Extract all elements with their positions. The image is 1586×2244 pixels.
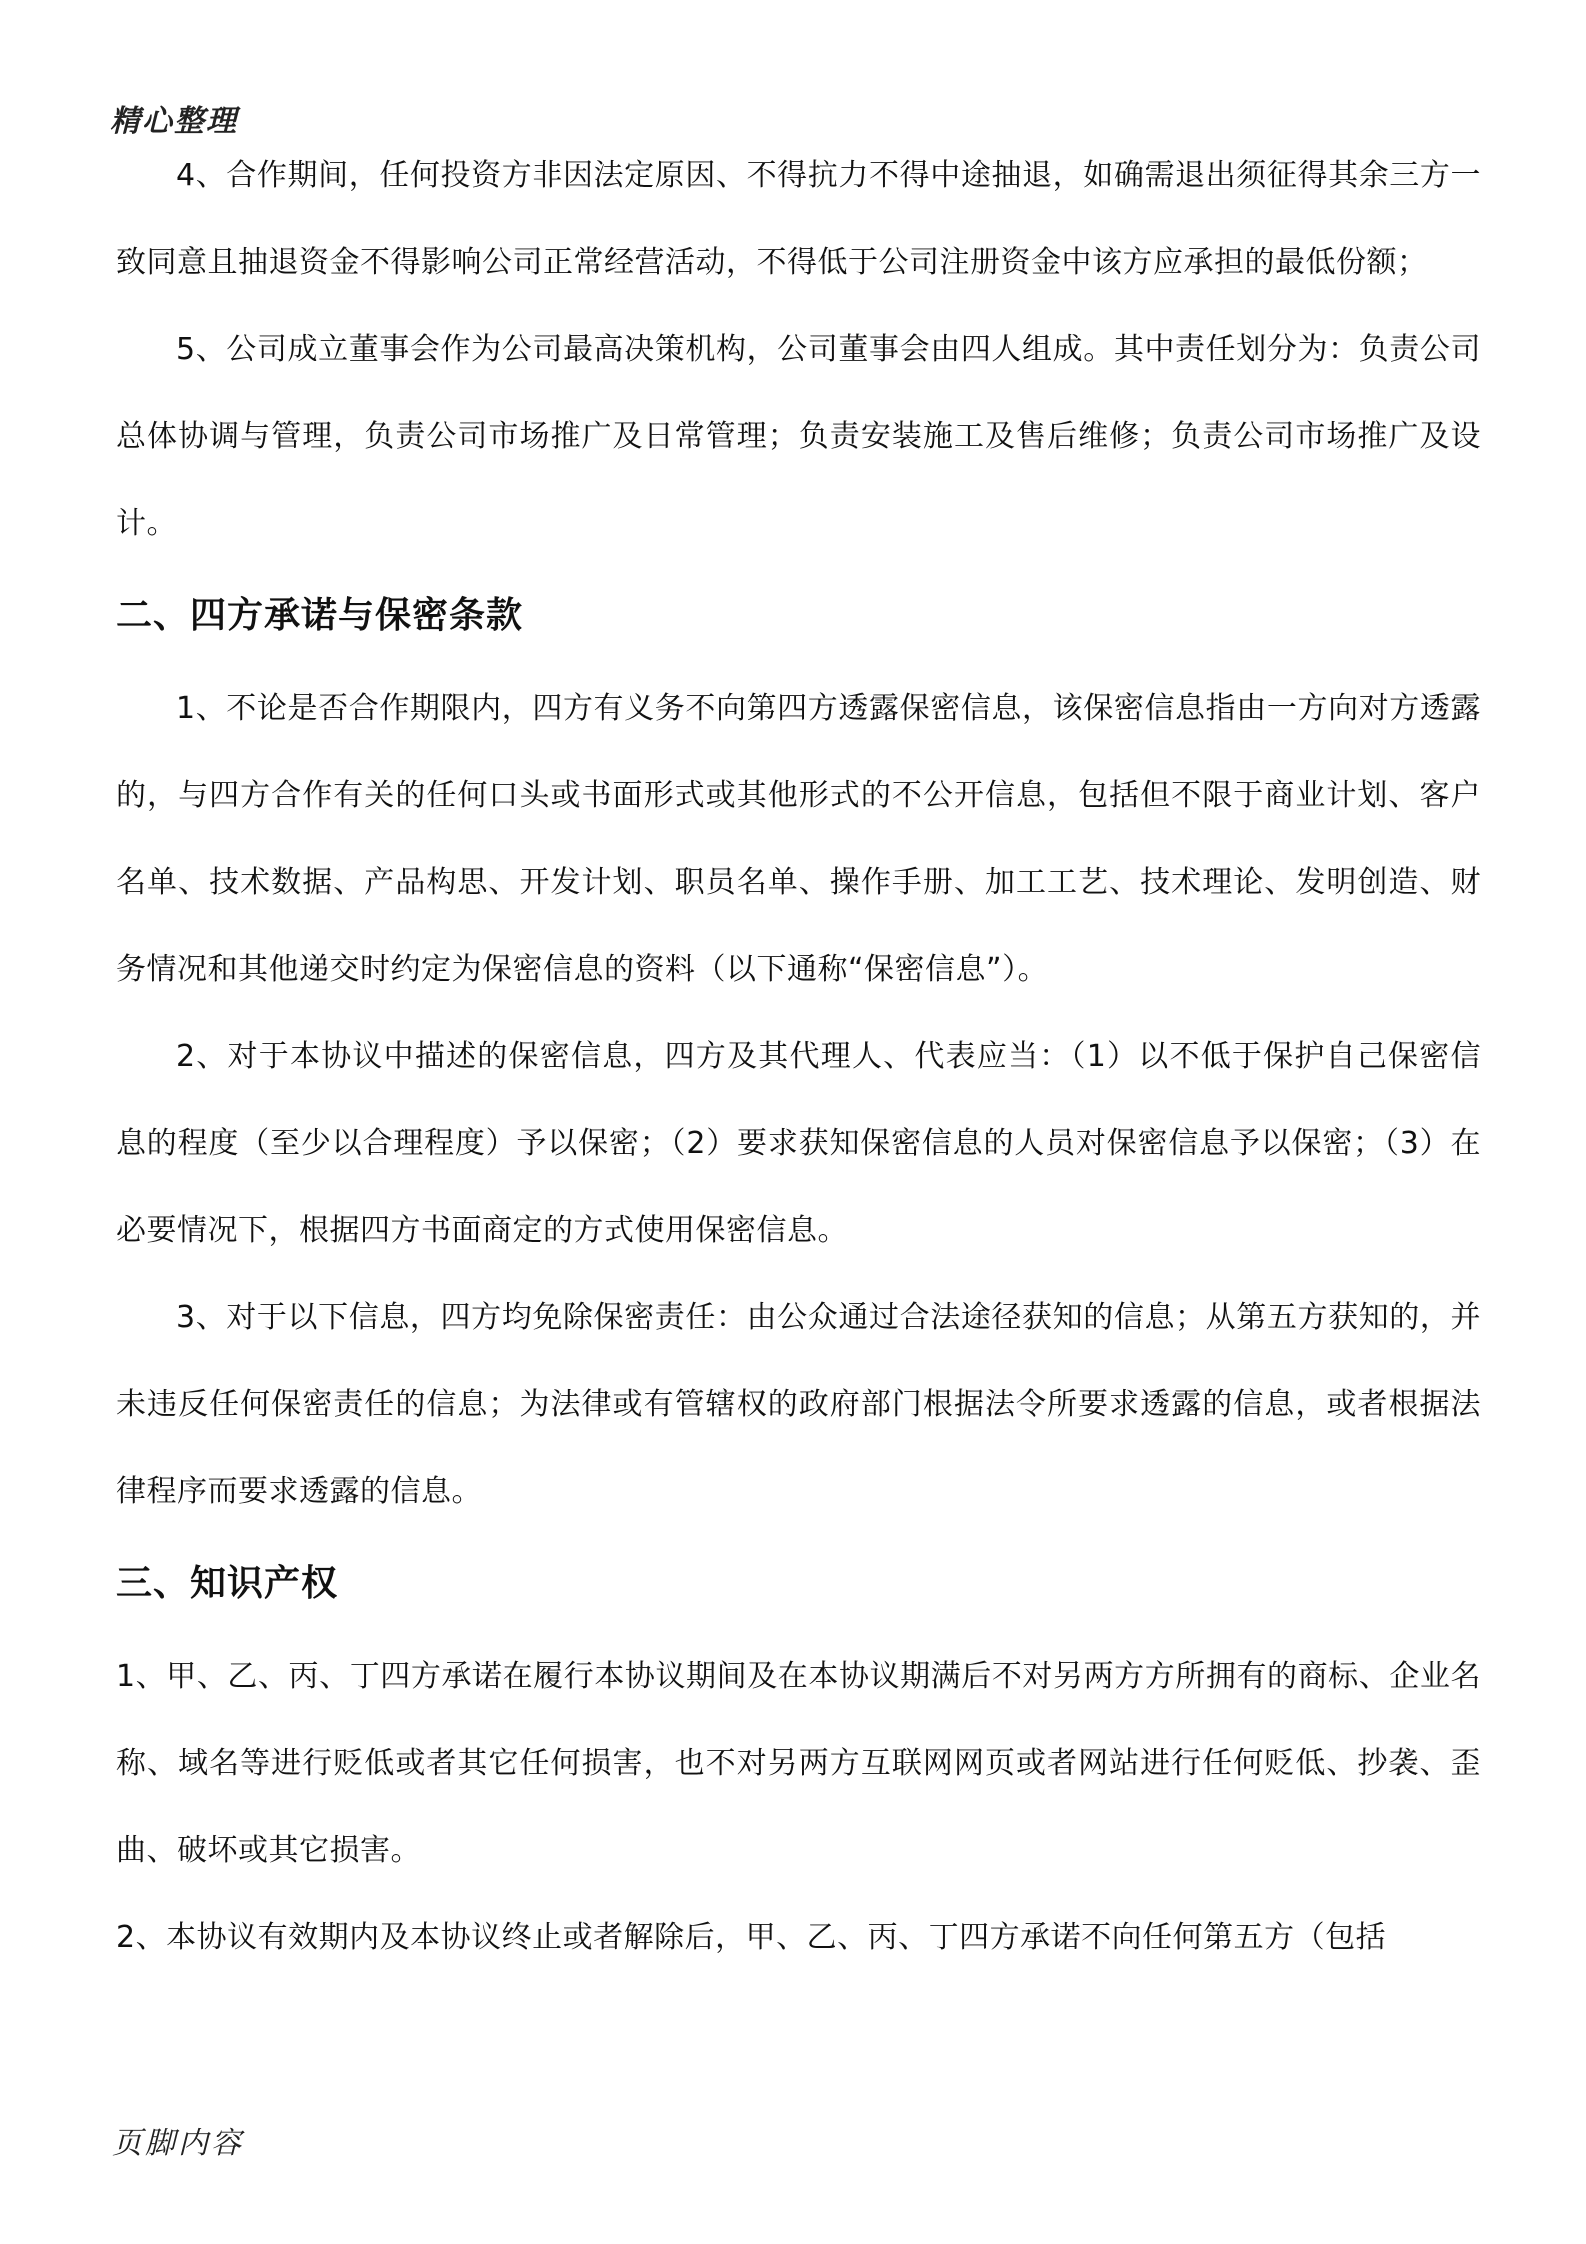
clause-4-paragraph: 4、合作期间，任何投资方非因法定原因、不得抗力不得中途抽退，如确需退出须征得其余三方一致同意且抽退资金不得影响公司正常经营活动，不得低于公司注册资金中该方应承担的最低份额； (116, 158, 1481, 280)
ip-clause-1: 1、甲、乙、丙、丁四方承诺在履行本协议期间及在本协议期满后不对另两方方所拥有的商标、企业名称、域名等进行贬低或者其它任何损害，也不对另两方互联网网页或者网站进行任何贬低、抄袭、歪曲、破坏或其它损害。 (116, 1659, 1481, 1868)
page-header: 精心整理 (110, 104, 238, 139)
section-3-heading: 三、知识产权 (116, 1563, 339, 1604)
section-2-heading: 二、四方承诺与保密条款 (116, 595, 524, 636)
confidentiality-clause-3: 3、对于以下信息，四方均免除保密责任：由公众通过合法途径获知的信息；从第五方获知的，并未违反任何保密责任的信息；为法律或有管辖权的政府部门根据法令所要求透露的信息，或者根据法律程序而要求透露的信息。 (116, 1300, 1481, 1509)
page-footer: 页脚内容 (112, 2126, 244, 2161)
ip-clause-2: 2、本协议有效期内及本协议终止或者解除后，甲、乙、丙、丁四方承诺不向任何第五方（包括 (116, 1920, 1387, 1955)
confidentiality-clause-1: 1、不论是否合作期限内，四方有义务不向第四方透露保密信息，该保密信息指由一方向对方透露的，与四方合作有关的任何口头或书面形式或其他形式的不公开信息，包括但不限于商业计划、客户名单、技术数据、产品构思、开发计划、职员名单、操作手册、加工工艺、技术理论、发明创造、财务情况和其他递交时约定为保密信息的资料（以下通称“保密信息”）。 (116, 691, 1481, 987)
clause-5-paragraph: 5、公司成立董事会作为公司最高决策机构，公司董事会由四人组成。其中责任划分为：负责公司总体协调与管理，负责公司市场推广及日常管理；负责安装施工及售后维修；负责公司市场推广及设计。 (116, 332, 1481, 541)
confidentiality-clause-2: 2、对于本协议中描述的保密信息，四方及其代理人、代表应当：（1）以不低于保护自己保密信息的程度（至少以合理程度）予以保密；（2）要求获知保密信息的人员对保密信息予以保密；（3）在必要情况下，根据四方书面商定的方式使用保密信息。 (116, 1039, 1481, 1248)
document-body (116, 132, 1481, 1981)
